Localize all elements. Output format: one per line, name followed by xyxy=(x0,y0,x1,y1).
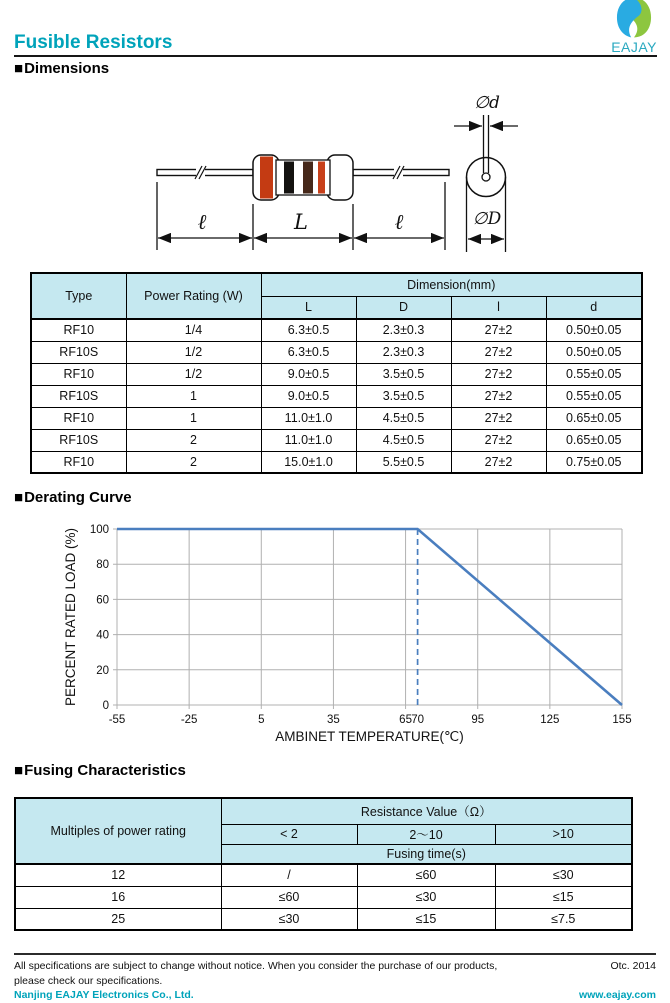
table-cell: 27±2 xyxy=(451,341,546,363)
table-cell: RF10 xyxy=(31,407,126,429)
y-axis-title: PERCENT RATED LOAD (%) xyxy=(63,527,78,707)
table-cell: 9.0±0.5 xyxy=(261,363,356,385)
color-band-brown xyxy=(303,162,313,194)
table-row xyxy=(31,407,642,429)
derating-line xyxy=(117,529,622,705)
table-cell: 0.50±0.05 xyxy=(546,341,642,363)
leaf-logo-icon xyxy=(616,0,652,39)
fusing-table xyxy=(14,797,633,931)
table-cell: 5.5±0.5 xyxy=(356,451,451,473)
table-cell: 27±2 xyxy=(451,385,546,407)
footer-website: www.eajay.com xyxy=(578,989,656,1002)
table-row xyxy=(15,864,632,886)
body-length-label: L xyxy=(294,210,308,234)
table-cell: RF10S xyxy=(31,429,126,451)
company-logo xyxy=(611,0,657,55)
x-tick-label: 155 xyxy=(612,714,632,726)
lead-length-label-left: ℓ xyxy=(197,210,207,234)
table-cell: 16 xyxy=(15,886,221,908)
table-cell: RF10 xyxy=(31,363,126,385)
table-row xyxy=(15,886,632,908)
x-tick-label: 125 xyxy=(540,714,560,726)
table-cell: 12 xyxy=(15,864,221,886)
table-cell: 27±2 xyxy=(451,407,546,429)
table-cell: 27±2 xyxy=(451,429,546,451)
lead-diameter-label: ∅d xyxy=(474,93,500,113)
col-header-type: Type xyxy=(31,273,126,319)
body-diameter-label: ∅D xyxy=(472,209,502,229)
y-tick-label: 100 xyxy=(89,524,109,536)
table-cell: ≤15 xyxy=(495,886,632,908)
table-cell: 1/2 xyxy=(126,363,261,385)
section-heading-dimensions xyxy=(14,60,109,77)
section-heading-derating xyxy=(14,489,132,506)
table-cell: 0.65±0.05 xyxy=(546,429,642,451)
table-cell: 2.3±0.3 xyxy=(356,341,451,363)
table-cell: / xyxy=(221,864,357,886)
table-cell: 6.3±0.5 xyxy=(261,319,356,341)
page-header xyxy=(14,0,657,57)
table-cell: RF10 xyxy=(31,319,126,341)
table-cell: ≤60 xyxy=(221,886,357,908)
table-cell: ≤7.5 xyxy=(495,908,632,930)
footer-notes xyxy=(14,959,497,1003)
table-cell: 25 xyxy=(15,908,221,930)
page-footer xyxy=(14,953,656,1003)
y-tick-label: 80 xyxy=(96,559,109,572)
x-tick-label: 35 xyxy=(327,714,340,726)
table-cell: RF10 xyxy=(31,451,126,473)
col-header-D: D xyxy=(356,296,451,319)
resistor-dimension-diagram xyxy=(140,88,560,266)
table-cell: 27±2 xyxy=(451,451,546,473)
footer-note-line2: please check our specifications. xyxy=(14,974,163,987)
col-header-d: d xyxy=(546,296,642,319)
col-header-power: Power Rating (W) xyxy=(126,273,261,319)
table-cell: 2 xyxy=(126,429,261,451)
table-cell: 3.5±0.5 xyxy=(356,385,451,407)
dimensions-table xyxy=(30,272,643,474)
col-header-multiples: Multiples of power rating xyxy=(15,798,221,864)
table-cell: ≤60 xyxy=(357,864,495,886)
x-tick-label: 65 xyxy=(399,714,412,726)
footer-company: Nanjing EAJAY Electronics Co., Ltd. xyxy=(14,989,194,1002)
col-header-lt2: < 2 xyxy=(221,824,357,844)
body-right-cap xyxy=(327,155,353,200)
col-header-l: l xyxy=(451,296,546,319)
derating-chart-svg xyxy=(60,515,660,750)
x-axis-title: AMBINET TEMPERATURE(℃) xyxy=(275,729,464,744)
logo-text: EAJAY xyxy=(611,39,657,55)
derating-chart xyxy=(60,515,660,750)
table-row xyxy=(31,451,642,473)
footer-date: Otc. 2014 xyxy=(610,960,656,972)
table-cell: 2.3±0.3 xyxy=(356,319,451,341)
table-cell: ≤30 xyxy=(221,908,357,930)
y-tick-label: 40 xyxy=(96,629,109,642)
table-cell: 0.55±0.05 xyxy=(546,385,642,407)
color-band-orange xyxy=(260,157,273,199)
color-band-red xyxy=(318,162,325,194)
table-cell: 15.0±1.0 xyxy=(261,451,356,473)
table-cell: 4.5±0.5 xyxy=(356,407,451,429)
table-cell: ≤15 xyxy=(357,908,495,930)
col-header-fusing-time: Fusing time(s) xyxy=(221,844,632,864)
y-tick-label: 60 xyxy=(96,594,109,607)
table-cell: 11.0±1.0 xyxy=(261,429,356,451)
table-row xyxy=(15,908,632,930)
col-header-2to10: 2～10 xyxy=(357,824,495,844)
col-header-dimension-group: Dimension(mm) xyxy=(261,273,642,296)
footer-note-line1: All specifications are subject to change without notice. When you consider the purchase of our products, xyxy=(14,960,498,972)
table-cell: 4.5±0.5 xyxy=(356,429,451,451)
table-cell: RF10S xyxy=(31,385,126,407)
table-cell: 2 xyxy=(126,451,261,473)
table-cell: 27±2 xyxy=(451,319,546,341)
table-cell: RF10S xyxy=(31,341,126,363)
table-cell: 0.50±0.05 xyxy=(546,319,642,341)
table-cell: ≤30 xyxy=(357,886,495,908)
table-cell: 6.3±0.5 xyxy=(261,341,356,363)
section-label: Fusing Characteristics xyxy=(24,762,186,779)
section-label: Dimensions xyxy=(24,60,110,77)
table-cell: 11.0±1.0 xyxy=(261,407,356,429)
table-row xyxy=(31,429,642,451)
table-cell: ≤30 xyxy=(495,864,632,886)
end-view-lead xyxy=(482,173,490,181)
x-tick-label: -55 xyxy=(108,714,126,726)
table-row xyxy=(31,319,642,341)
table-cell: 0.65±0.05 xyxy=(546,407,642,429)
section-bullet-icon: ■ xyxy=(14,60,24,77)
table-header-row xyxy=(15,798,632,824)
table-cell: 1/4 xyxy=(126,319,261,341)
table-row xyxy=(31,385,642,407)
table-cell: 3.5±0.5 xyxy=(356,363,451,385)
section-bullet-icon: ■ xyxy=(14,489,24,506)
section-heading-fusing xyxy=(14,762,186,779)
y-tick-label: 20 xyxy=(96,664,109,677)
table-cell: 9.0±0.5 xyxy=(261,385,356,407)
section-bullet-icon: ■ xyxy=(14,762,24,779)
table-row xyxy=(31,341,642,363)
x-tick-label: 95 xyxy=(471,714,485,726)
table-cell: 1/2 xyxy=(126,341,261,363)
x-tick-label: 70 xyxy=(411,714,424,726)
section-label: Derating Curve xyxy=(24,489,132,506)
table-cell: 0.75±0.05 xyxy=(546,451,642,473)
col-header-resistance-group: Resistance Value（Ω） xyxy=(221,798,632,824)
y-tick-label: 0 xyxy=(102,700,109,712)
x-tick-label: 5 xyxy=(258,714,265,726)
table-cell: 0.55±0.05 xyxy=(546,363,642,385)
color-band-black xyxy=(284,162,294,194)
col-header-gt10: >10 xyxy=(495,824,632,844)
col-header-L: L xyxy=(261,296,356,319)
table-cell: 27±2 xyxy=(451,363,546,385)
table-cell: 1 xyxy=(126,385,261,407)
page-title: Fusible Resistors xyxy=(14,32,173,53)
x-tick-label: -25 xyxy=(180,714,198,726)
table-row xyxy=(31,363,642,385)
table-header-row xyxy=(31,273,642,296)
table-cell: 1 xyxy=(126,407,261,429)
lead-length-label-right: ℓ xyxy=(394,210,404,234)
footer-meta xyxy=(579,959,656,1003)
